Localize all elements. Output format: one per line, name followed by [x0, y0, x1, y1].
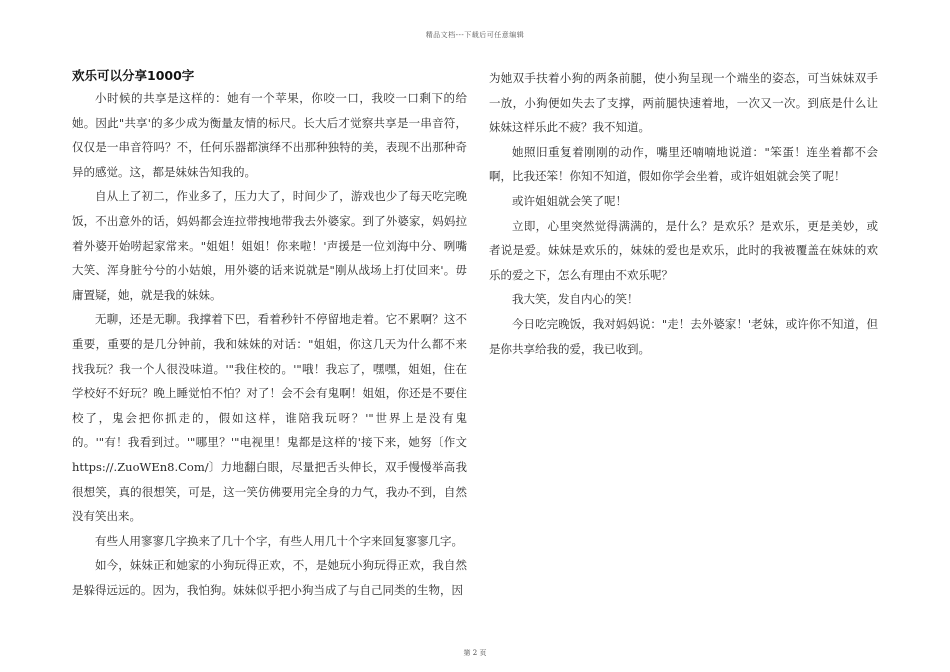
paragraph: 自从上了初二，作业多了，压力大了，时间少了，游戏也少了每天吃完晚饭，不出意外的话，妈妈都会连拉带拽地带我去外婆家。到了外婆家，妈妈拉着外婆开始唠起家常来。"姐姐！姐姐！你来啦！'声援是一位刘海中分、咧嘴大笑、浑身脏兮兮的小姑娘，用外婆的话来说就是"刚从战场上打仗回来'。毋庸置疑，她，就是我的妹妹。	[72, 189, 467, 302]
left-column	[72, 66, 467, 602]
paragraph: 有些人用寥寥几字换来了几十个字，有些人用几十个字来回复寥寥几字。	[95, 533, 463, 548]
right-column	[489, 66, 878, 361]
paragraph: 或许姐姐就会笑了呢！	[512, 193, 627, 208]
paragraph: 如今，妹妹正和她家的小狗玩得正欢，不，是她玩小狗玩得正欢，我自然是躲得远远的。因为，我怕狗。妹妹似乎把小狗当成了与自己同类的生物，因	[72, 558, 467, 597]
paragraph: 小时候的共享是这样的：她有一个苹果，你咬一口，我咬一口剩下的给她。因此"共享'的多少成为衡量友情的标尺。长大后才觉察共享是一串音符，仅仅是一串音符吗？不，任何乐器都演绎不出那种独特的美，表现不出那种奇异的感觉。这，都是妹妹告知我的。	[72, 91, 467, 179]
paragraph-continued: 为她双手扶着小狗的两条前腿，使小狗呈现一个端坐的姿态，可当妹妹双手一放，小狗便如失去了支撑，两前腿快速着地，一次又一次。到底是什么让妹妹这样乐此不疲？我不知道。	[489, 71, 878, 135]
paragraph: 我大笑，发自内心的笑！	[512, 292, 639, 307]
paragraph: 立即，心里突然觉得满满的，是什么？是欢乐？是欢乐，更是美妙，或者说是爱。妹妹是欢乐的，妹妹的爱也是欢乐，此时的我被覆盖在妹妹的欢乐的爱之下，怎么有理由不欢乐呢？	[489, 218, 878, 282]
paragraph: 她照旧重复着刚刚的动作，嘴里还喃喃地说道："笨蛋！连坐着都不会啊，比我还笨！你知不知道，假如你学会坐着，或许姐姐就会笑了呢！	[489, 144, 878, 184]
page-header: 精品文档---下载后可任意编辑	[425, 31, 525, 39]
paragraph: 今日吃完晚饭，我对妈妈说："走！去外婆家！'老妹，或许你不知道，但是你共享给我的爱，我已收到。	[489, 316, 878, 356]
paragraph: 无聊，还是无聊。我撑着下巴，看着秒针不停留地走着。它不累啊？这不重要，重要的是几分钟前，我和妹妹的对话："姐姐，你这几天为什么都不来找我玩？我一个人很没味道。'"我住校的。'"哦！我忘了，嘿嘿，姐姐，住在学校好不好玩？晚上睡觉怕不怕？对了！会不会有鬼啊！姐姐，你还是不要住校了，鬼会把你抓走的，假如这样，谁陪我玩呀？'"世界上是没有鬼的。'"有！我看到过。'"哪里？'"电视里！鬼都是这样的'接下来，她努〔作文https://.ZuoWEn8.Com/〕力地翻白眼，尽量把舌头伸长，双手慢慢举高我很想笑，真的很想笑，可是，这一笑仿佛要用完全身的力气，我办不到，自然没有笑出来。	[72, 312, 467, 524]
article-title: 欢乐可以分享1000字	[72, 68, 195, 83]
page-number: 第 2 页	[463, 649, 487, 657]
